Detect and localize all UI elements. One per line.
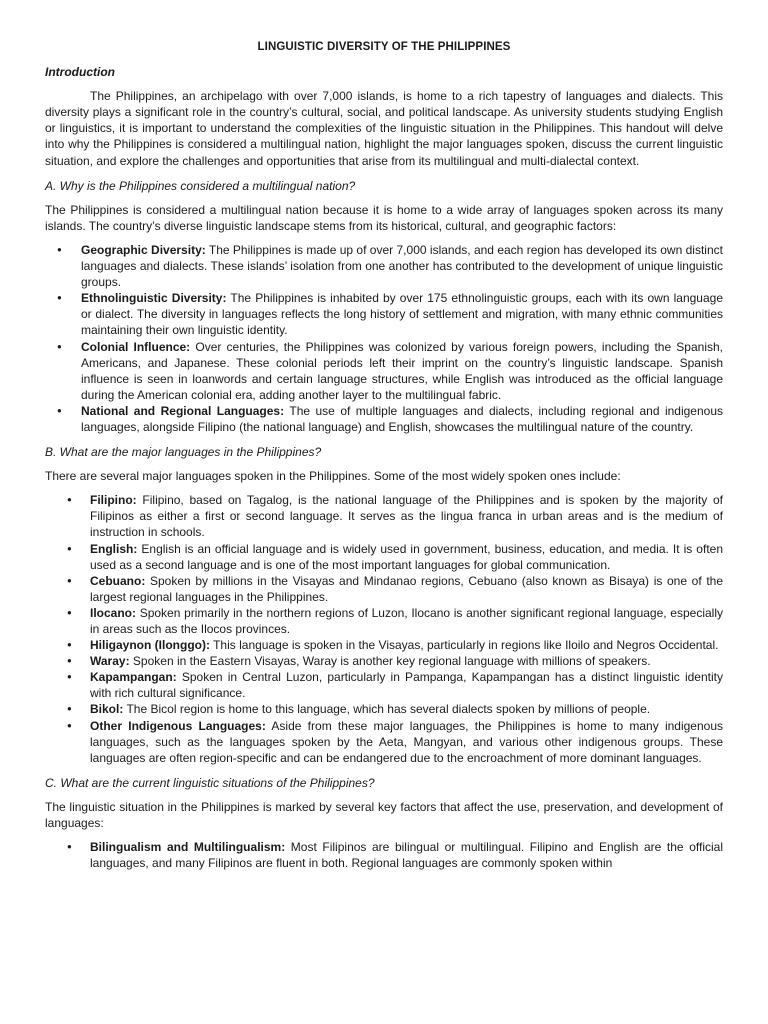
list-item xyxy=(45,573,723,605)
introduction-paragraph: The Philippines, an archipelago with over 7,000 islands, is home to a rich tapestry of languages and dialects. This diversity plays a significant role in the country’s cultural, social, and political landscape. As university students studying English or linguistics, it is important to understand the complexities of the linguistic situation in the Philippines. This handout will delve into why the Philippines is considered a multilingual nation, highlight the major languages spoken, discuss the current linguistic situation, and explore the challenges and opportunities that arise from its multilingual and multi-dialectal context. xyxy=(45,89,723,168)
section-b-question: B. What are the major languages in the Philippines? xyxy=(45,445,322,460)
section-b-list xyxy=(45,492,723,766)
list-item-text: The Philippines is made up of over 7,000 islands, and each region has developed its own distinct languages and dialects. These islands’ isolation from one another has contributed to the development of unique linguistic groups. xyxy=(81,242,723,290)
list-item xyxy=(45,242,723,290)
list-item-term: Geographic Diversity: xyxy=(81,242,206,257)
list-item xyxy=(45,718,723,766)
list-item-term: Bikol: xyxy=(90,702,124,717)
list-item-text: The use of multiple languages and dialects, including regional and indigenous languages, alongside Filipino (the national language) and English, showcases the multilingual nature of the country. xyxy=(81,403,724,434)
list-item xyxy=(45,653,723,669)
list-item-term: Cebuano: xyxy=(90,573,146,588)
introduction-heading: Introduction xyxy=(45,65,115,80)
list-item-text: Filipino, based on Tagalog, is the national language of the Philippines and is spoken by the majority of Filipinos as either a first or second language. It serves as the lingua franca in urban areas and is the medium of instruction in schools. xyxy=(90,493,723,540)
list-item-text: This language is spoken in the Visayas, particularly in regions like Iloilo and Negros Occidental. xyxy=(209,638,719,653)
section-b-paragraph: There are several major languages spoken in the Philippines. Some of the most widely spoken ones include: xyxy=(45,469,621,484)
list-item-text: The Philippines is inhabited by over 175 ethnolinguistic groups, each with its own language or dialect. The diversity in languages reflects the long history of settlement and migration, with many ethnic communities maintaining their own linguistic identity. xyxy=(81,291,724,338)
list-item xyxy=(45,403,723,435)
document-title: LINGUISTIC DIVERSITY OF THE PHILIPPINES xyxy=(257,41,511,53)
list-item xyxy=(45,669,723,701)
list-item-term: Kapampangan: xyxy=(90,670,177,685)
list-item-term: Other Indigenous Languages: xyxy=(90,718,266,733)
list-item xyxy=(45,339,723,403)
list-item xyxy=(45,637,723,653)
list-item-term: Ilocano: xyxy=(90,605,137,620)
section-a-list xyxy=(45,242,723,435)
section-c-question: C. What are the current linguistic situations of the Philippines? xyxy=(45,775,375,790)
list-item-term: Ethnolinguistic Diversity: xyxy=(81,291,227,306)
list-item xyxy=(45,290,723,338)
list-item-term: Bilingualism and Multilingualism: xyxy=(90,840,286,855)
list-item xyxy=(45,541,723,573)
list-item-text: Most Filipinos are bilingual or multilingual. Filipino and English are the official languages, and many Filipinos are fluent in both. Regional languages are commonly spoken within xyxy=(90,840,723,871)
list-item-term: Colonial Influence: xyxy=(81,339,191,354)
section-a-question: A. Why is the Philippines considered a multilingual nation? xyxy=(45,178,356,193)
list-item-term: National and Regional Languages: xyxy=(81,403,285,418)
list-item-text: Over centuries, the Philippines was colonized by various foreign powers, including the Spanish, Americans, and Japanese. These colonial periods left their imprint on the country’s linguistic landscape. Spanish influence is seen in loanwords and certain language structures, while English was introduced as the official language during the American colonial era, adding another layer to the multilingual fabric. xyxy=(81,339,723,402)
section-a-paragraph: The Philippines is considered a multilingual nation because it is home to a wide array of languages spoken across its many islands. The country’s diverse linguistic landscape stems from its historical, cultural, and geographic factors: xyxy=(45,202,723,233)
list-item xyxy=(45,701,723,717)
list-item-term: Filipino: xyxy=(90,493,137,508)
section-c-paragraph: The linguistic situation in the Philippines is marked by several key factors that affect the use, preservation, and development of languages: xyxy=(45,799,723,831)
list-item xyxy=(45,839,723,871)
list-item-term: Hiligaynon (Ilonggo): xyxy=(90,638,210,653)
list-item-text: Spoken by millions in the Visayas and Mindanao regions, Cebuano (also known as Bisaya) is one of the largest regional languages in the Philippines. xyxy=(90,573,723,604)
list-item-text: Spoken in the Eastern Visayas, Waray is another key regional language with millions of speakers. xyxy=(129,654,651,669)
list-item-term: English: xyxy=(90,541,138,556)
list-item xyxy=(45,605,723,637)
list-item-text: Spoken in Central Luzon, particularly in Pampanga, Kapampangan has a distinct linguistic identity with rich cultural significance. xyxy=(90,670,723,701)
list-item-term: Waray: xyxy=(90,654,130,669)
list-item-text: The Bicol region is home to this language, which has several dialects spoken by millions of people. xyxy=(123,702,651,717)
list-item-text: Spoken primarily in the northern regions of Luzon, Ilocano is another significant regional language, especially in areas such as the Ilocos provinces. xyxy=(90,605,723,636)
section-c-list xyxy=(45,839,723,871)
list-item-text: Aside from these major languages, the Philippines is home to many indigenous languages, such as the languages spoken by the Aeta, Mangyan, and various other indigenous groups. These languages are often region-specific and can be endangered due to the encroachment of more dominant languages. xyxy=(90,718,724,765)
list-item-text: English is an official language and is widely used in government, business, education, and media. It is often used as a second language and is one of the most important languages for global communication. xyxy=(90,541,723,572)
list-item xyxy=(45,492,723,540)
